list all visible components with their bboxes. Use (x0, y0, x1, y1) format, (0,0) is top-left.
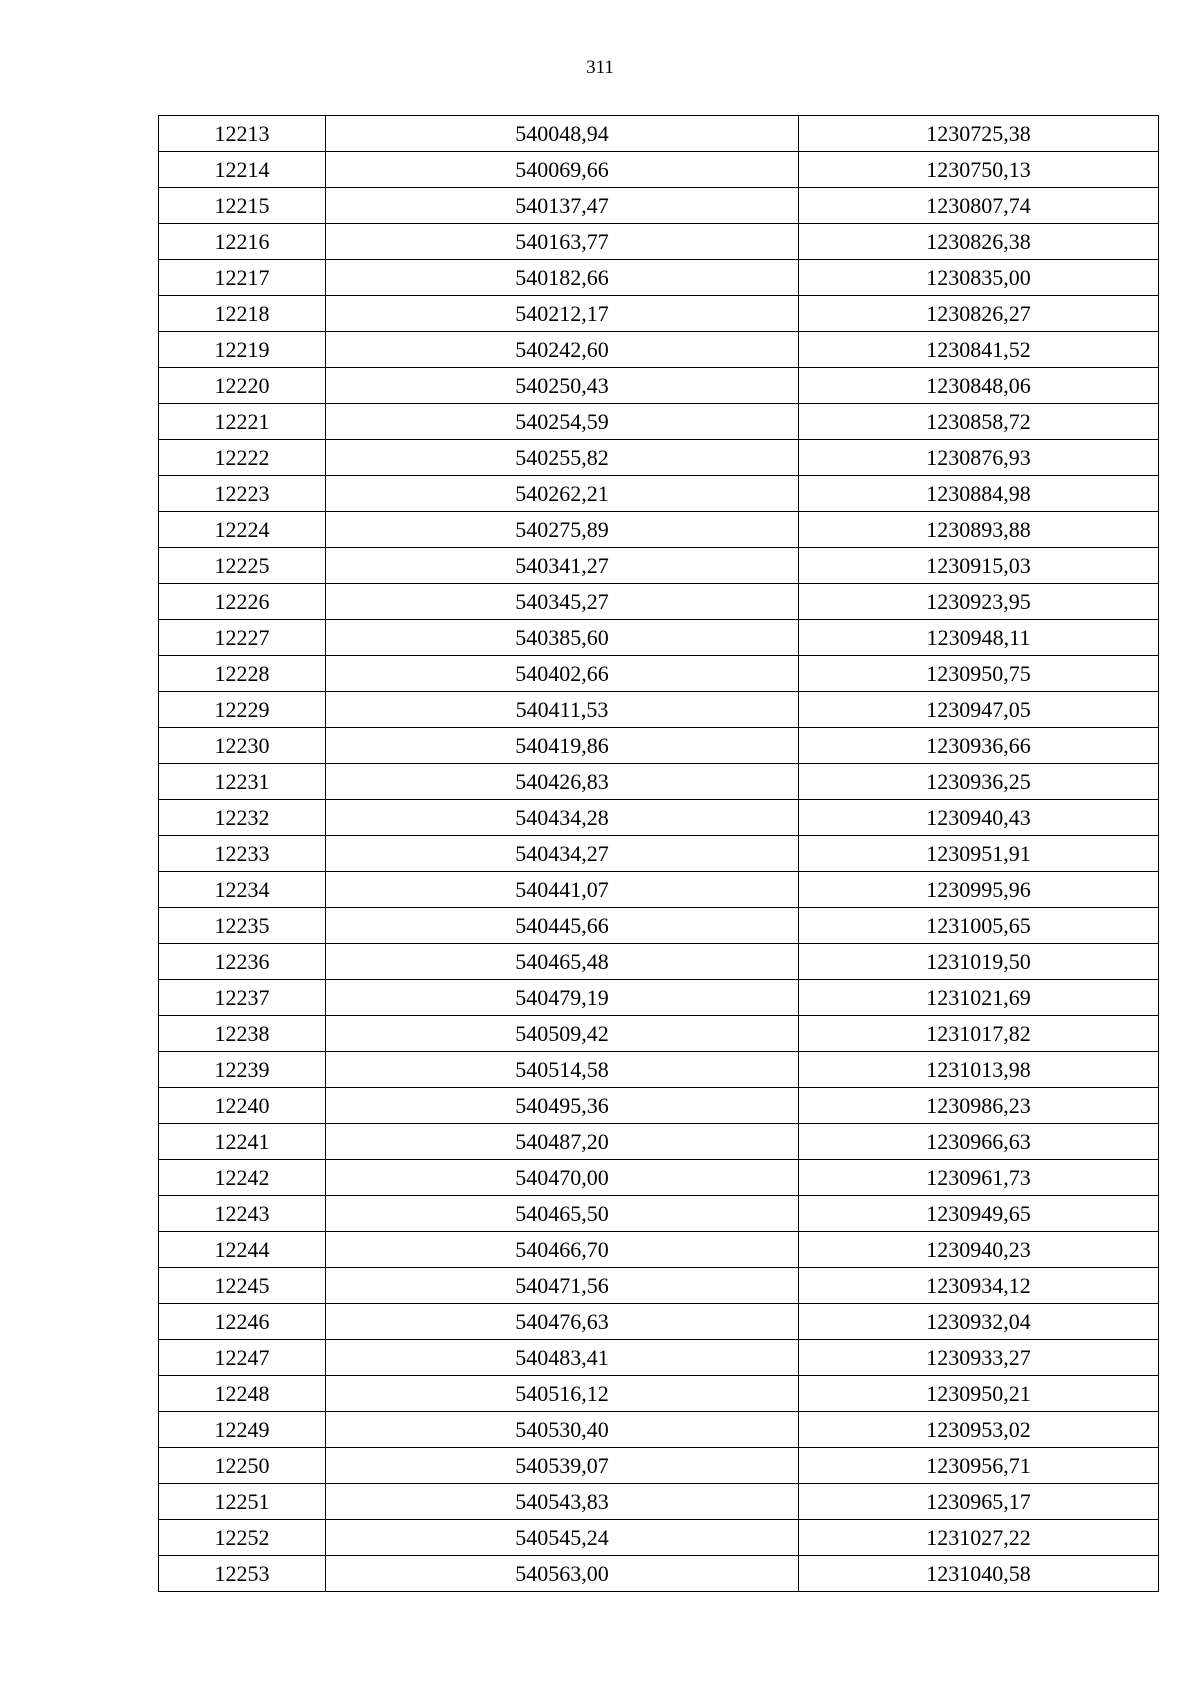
y-coordinate-cell: 1230876,93 (799, 440, 1159, 476)
y-coordinate-cell: 1230936,66 (799, 728, 1159, 764)
y-coordinate-cell: 1230893,88 (799, 512, 1159, 548)
point-number-cell: 12232 (159, 800, 326, 836)
x-coordinate-cell: 540182,66 (326, 260, 799, 296)
point-number-cell: 12220 (159, 368, 326, 404)
point-number-cell: 12246 (159, 1304, 326, 1340)
y-coordinate-cell: 1230848,06 (799, 368, 1159, 404)
page-number: 311 (586, 57, 614, 78)
y-coordinate-cell: 1230948,11 (799, 620, 1159, 656)
y-coordinate-cell: 1230750,13 (799, 152, 1159, 188)
point-number-cell: 12224 (159, 512, 326, 548)
point-number-cell: 12213 (159, 116, 326, 152)
x-coordinate-cell: 540539,07 (326, 1448, 799, 1484)
y-coordinate-cell: 1231021,69 (799, 980, 1159, 1016)
point-number-cell: 12221 (159, 404, 326, 440)
x-coordinate-cell: 540254,59 (326, 404, 799, 440)
y-coordinate-cell: 1231013,98 (799, 1052, 1159, 1088)
table-row (159, 260, 1159, 296)
y-coordinate-cell: 1230934,12 (799, 1268, 1159, 1304)
point-number-cell: 12247 (159, 1340, 326, 1376)
y-coordinate-cell: 1230940,23 (799, 1232, 1159, 1268)
point-number-cell: 12249 (159, 1412, 326, 1448)
table-row (159, 656, 1159, 692)
table-row (159, 548, 1159, 584)
table-row (159, 1196, 1159, 1232)
point-number-cell: 12226 (159, 584, 326, 620)
x-coordinate-cell: 540262,21 (326, 476, 799, 512)
y-coordinate-cell: 1230936,25 (799, 764, 1159, 800)
table-row (159, 944, 1159, 980)
point-number-cell: 12214 (159, 152, 326, 188)
x-coordinate-cell: 540471,56 (326, 1268, 799, 1304)
x-coordinate-cell: 540563,00 (326, 1556, 799, 1592)
y-coordinate-cell: 1230953,02 (799, 1412, 1159, 1448)
point-number-cell: 12229 (159, 692, 326, 728)
table-row (159, 152, 1159, 188)
point-number-cell: 12219 (159, 332, 326, 368)
x-coordinate-cell: 540476,63 (326, 1304, 799, 1340)
point-number-cell: 12240 (159, 1088, 326, 1124)
point-number-cell: 12251 (159, 1484, 326, 1520)
x-coordinate-cell: 540048,94 (326, 116, 799, 152)
table-row (159, 1124, 1159, 1160)
table-row (159, 1412, 1159, 1448)
y-coordinate-cell: 1230986,23 (799, 1088, 1159, 1124)
y-coordinate-cell: 1230950,21 (799, 1376, 1159, 1412)
x-coordinate-cell: 540479,19 (326, 980, 799, 1016)
point-number-cell: 12215 (159, 188, 326, 224)
point-number-cell: 12244 (159, 1232, 326, 1268)
table-row (159, 620, 1159, 656)
table-row (159, 368, 1159, 404)
y-coordinate-cell: 1230951,91 (799, 836, 1159, 872)
table-row (159, 1052, 1159, 1088)
y-coordinate-cell: 1230933,27 (799, 1340, 1159, 1376)
x-coordinate-cell: 540445,66 (326, 908, 799, 944)
y-coordinate-cell: 1230725,38 (799, 116, 1159, 152)
y-coordinate-cell: 1231027,22 (799, 1520, 1159, 1556)
y-coordinate-cell: 1230841,52 (799, 332, 1159, 368)
table-row (159, 1448, 1159, 1484)
y-coordinate-cell: 1230947,05 (799, 692, 1159, 728)
point-number-cell: 12242 (159, 1160, 326, 1196)
y-coordinate-cell: 1230923,95 (799, 584, 1159, 620)
y-coordinate-cell: 1231005,65 (799, 908, 1159, 944)
table-row (159, 188, 1159, 224)
x-coordinate-cell: 540341,27 (326, 548, 799, 584)
x-coordinate-cell: 540487,20 (326, 1124, 799, 1160)
x-coordinate-cell: 540470,00 (326, 1160, 799, 1196)
y-coordinate-cell: 1230884,98 (799, 476, 1159, 512)
x-coordinate-cell: 540495,36 (326, 1088, 799, 1124)
table-row (159, 1520, 1159, 1556)
point-number-cell: 12238 (159, 1016, 326, 1052)
coordinates-table (158, 115, 1159, 1592)
table-row (159, 1016, 1159, 1052)
table-row (159, 1376, 1159, 1412)
table-row (159, 1340, 1159, 1376)
table-row (159, 584, 1159, 620)
table-row (159, 980, 1159, 1016)
point-number-cell: 12248 (159, 1376, 326, 1412)
point-number-cell: 12250 (159, 1448, 326, 1484)
x-coordinate-cell: 540514,58 (326, 1052, 799, 1088)
table-row (159, 908, 1159, 944)
x-coordinate-cell: 540137,47 (326, 188, 799, 224)
point-number-cell: 12245 (159, 1268, 326, 1304)
y-coordinate-cell: 1230826,38 (799, 224, 1159, 260)
x-coordinate-cell: 540543,83 (326, 1484, 799, 1520)
x-coordinate-cell: 540275,89 (326, 512, 799, 548)
point-number-cell: 12253 (159, 1556, 326, 1592)
table-row (159, 1304, 1159, 1340)
point-number-cell: 12243 (159, 1196, 326, 1232)
y-coordinate-cell: 1231040,58 (799, 1556, 1159, 1592)
table-row (159, 728, 1159, 764)
x-coordinate-cell: 540465,48 (326, 944, 799, 980)
x-coordinate-cell: 540385,60 (326, 620, 799, 656)
point-number-cell: 12218 (159, 296, 326, 332)
y-coordinate-cell: 1230932,04 (799, 1304, 1159, 1340)
table-row (159, 692, 1159, 728)
x-coordinate-cell: 540255,82 (326, 440, 799, 476)
point-number-cell: 12235 (159, 908, 326, 944)
x-coordinate-cell: 540345,27 (326, 584, 799, 620)
x-coordinate-cell: 540069,66 (326, 152, 799, 188)
y-coordinate-cell: 1230956,71 (799, 1448, 1159, 1484)
y-coordinate-cell: 1231019,50 (799, 944, 1159, 980)
x-coordinate-cell: 540250,43 (326, 368, 799, 404)
x-coordinate-cell: 540163,77 (326, 224, 799, 260)
table-row (159, 1160, 1159, 1196)
x-coordinate-cell: 540242,60 (326, 332, 799, 368)
point-number-cell: 12234 (159, 872, 326, 908)
point-number-cell: 12236 (159, 944, 326, 980)
point-number-cell: 12241 (159, 1124, 326, 1160)
table-row (159, 1232, 1159, 1268)
x-coordinate-cell: 540483,41 (326, 1340, 799, 1376)
point-number-cell: 12222 (159, 440, 326, 476)
y-coordinate-cell: 1230940,43 (799, 800, 1159, 836)
point-number-cell: 12239 (159, 1052, 326, 1088)
y-coordinate-cell: 1231017,82 (799, 1016, 1159, 1052)
y-coordinate-cell: 1230965,17 (799, 1484, 1159, 1520)
x-coordinate-cell: 540545,24 (326, 1520, 799, 1556)
point-number-cell: 12217 (159, 260, 326, 296)
table-row (159, 800, 1159, 836)
table-row (159, 1556, 1159, 1592)
x-coordinate-cell: 540441,07 (326, 872, 799, 908)
point-number-cell: 12223 (159, 476, 326, 512)
table-row (159, 224, 1159, 260)
y-coordinate-cell: 1230826,27 (799, 296, 1159, 332)
point-number-cell: 12233 (159, 836, 326, 872)
x-coordinate-cell: 540465,50 (326, 1196, 799, 1232)
table-row (159, 332, 1159, 368)
table-row (159, 764, 1159, 800)
x-coordinate-cell: 540434,28 (326, 800, 799, 836)
y-coordinate-cell: 1230995,96 (799, 872, 1159, 908)
point-number-cell: 12228 (159, 656, 326, 692)
y-coordinate-cell: 1230835,00 (799, 260, 1159, 296)
table-row (159, 512, 1159, 548)
y-coordinate-cell: 1230961,73 (799, 1160, 1159, 1196)
table-row (159, 872, 1159, 908)
y-coordinate-cell: 1230858,72 (799, 404, 1159, 440)
point-number-cell: 12225 (159, 548, 326, 584)
point-number-cell: 12231 (159, 764, 326, 800)
table-row (159, 296, 1159, 332)
table-row (159, 476, 1159, 512)
y-coordinate-cell: 1230949,65 (799, 1196, 1159, 1232)
x-coordinate-cell: 540212,17 (326, 296, 799, 332)
point-number-cell: 12227 (159, 620, 326, 656)
point-number-cell: 12216 (159, 224, 326, 260)
x-coordinate-cell: 540419,86 (326, 728, 799, 764)
table-row (159, 836, 1159, 872)
point-number-cell: 12252 (159, 1520, 326, 1556)
x-coordinate-cell: 540434,27 (326, 836, 799, 872)
point-number-cell: 12237 (159, 980, 326, 1016)
coordinates-table-body (159, 116, 1159, 1592)
table-row (159, 404, 1159, 440)
x-coordinate-cell: 540530,40 (326, 1412, 799, 1448)
table-row (159, 1088, 1159, 1124)
x-coordinate-cell: 540402,66 (326, 656, 799, 692)
table-row (159, 440, 1159, 476)
point-number-cell: 12230 (159, 728, 326, 764)
x-coordinate-cell: 540426,83 (326, 764, 799, 800)
table-row (159, 116, 1159, 152)
x-coordinate-cell: 540509,42 (326, 1016, 799, 1052)
x-coordinate-cell: 540466,70 (326, 1232, 799, 1268)
x-coordinate-cell: 540516,12 (326, 1376, 799, 1412)
y-coordinate-cell: 1230966,63 (799, 1124, 1159, 1160)
y-coordinate-cell: 1230950,75 (799, 656, 1159, 692)
y-coordinate-cell: 1230807,74 (799, 188, 1159, 224)
y-coordinate-cell: 1230915,03 (799, 548, 1159, 584)
x-coordinate-cell: 540411,53 (326, 692, 799, 728)
table-row (159, 1484, 1159, 1520)
table-row (159, 1268, 1159, 1304)
